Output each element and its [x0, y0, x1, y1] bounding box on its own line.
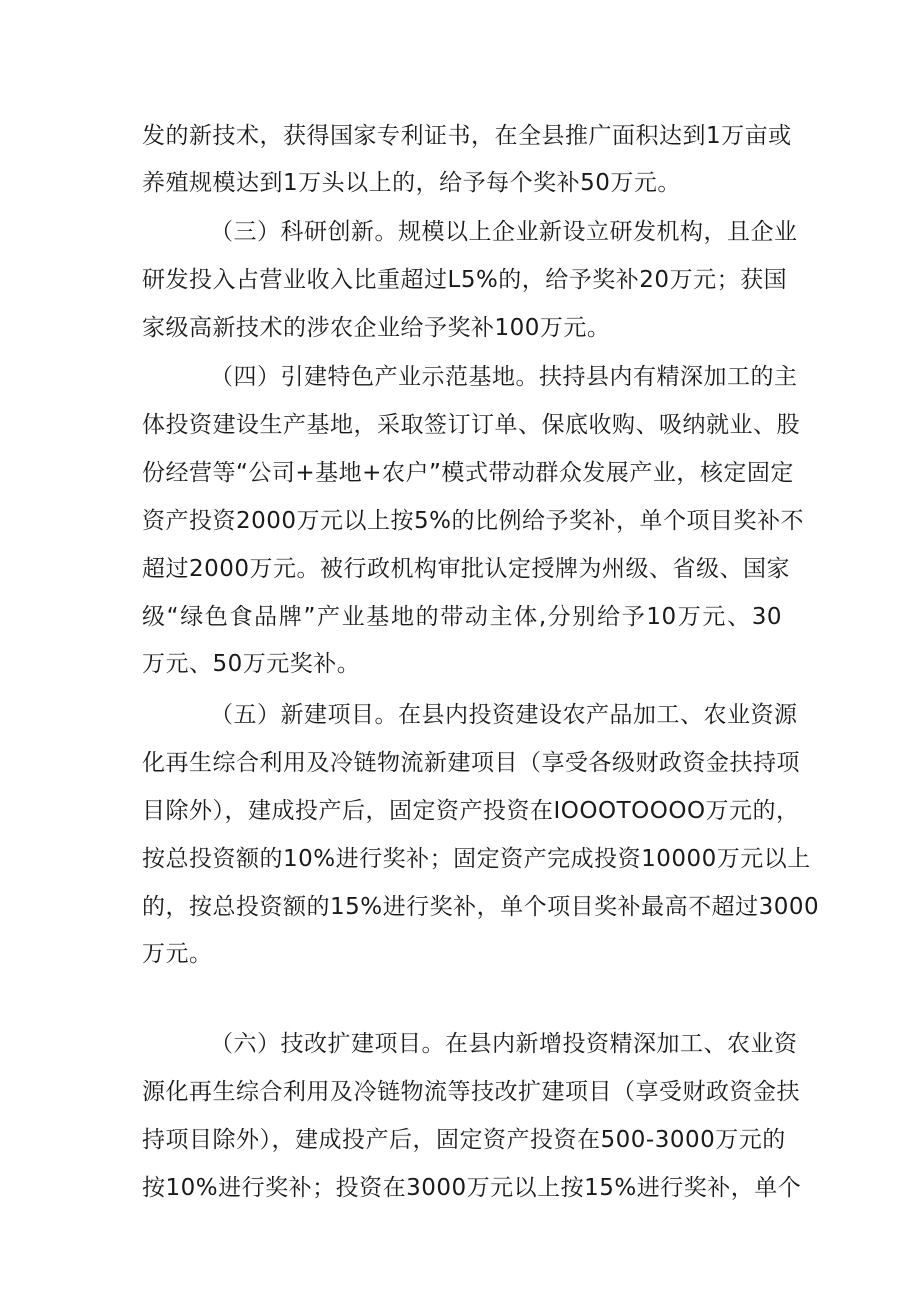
paragraph-line: 家级高新技术的涉农企业给予奖补100万元。: [142, 315, 611, 341]
paragraph-line: 化再生综合利用及冷链物流新建项目（享受各级财政资金扶持项: [142, 750, 800, 776]
paragraph-line: 发的新技术，获得国家专利证书，在全县推广面积达到1万亩或: [142, 123, 792, 149]
paragraph-line: 按总投资额的10%进行奖补；固定资产完成投资10000万元以上: [142, 846, 811, 872]
paragraph-line: 按10%进行奖补；投资在3000万元以上按15%进行奖补，单个: [142, 1175, 802, 1201]
section-heading-line: （四）引建特色产业示范基地。扶持县内有精深加工的主: [210, 364, 798, 390]
paragraph-line: 资产投资2000万元以上按5%的比例给予奖补，单个项目奖补不: [142, 508, 805, 534]
paragraph-line: 养殖规模达到1万头以上的，给予每个奖补50万元。: [142, 170, 681, 196]
paragraph-line: 份经营等“公司+基地+农户”模式带动群众发展产业，核定固定: [142, 460, 794, 486]
paragraph-line: 体投资建设生产基地，采取签订订单、保底收购、吸纳就业、股: [142, 412, 800, 438]
section-heading-line: （五）新建项目。在县内投资建设农产品加工、农业资源: [210, 702, 798, 728]
paragraph-line: 研发投入占营业收入比重超过L5%的，给予奖补20万元；获国: [142, 267, 788, 293]
paragraph-line: 级“绿色食品牌”产业基地的带动主体,分别给予10万元、30: [142, 604, 782, 630]
paragraph-line: 持项目除外），建成投产后，固定资产投资在500-3000万元的: [142, 1127, 786, 1153]
paragraph-line: 目除外），建成投产后，固定资产投资在IOOOTOOOO万元的，: [142, 798, 800, 824]
paragraph-line: 源化再生综合利用及冷链物流等技改扩建项目（享受财政资金扶: [142, 1079, 800, 1105]
paragraph-line: 万元。: [142, 941, 213, 967]
section-heading-line: （六）技改扩建项目。在县内新增投资精深加工、农业资: [210, 1031, 798, 1057]
paragraph-line: 超过2000万元。被行政机构审批认定授牌为州级、省级、国家: [142, 556, 791, 582]
paragraph-line: 的，按总投资额的15%进行奖补，单个项目奖补最高不超过3000: [142, 894, 820, 920]
section-heading-line: （三）科研创新。规模以上企业新设立研发机构，且企业: [210, 219, 798, 245]
paragraph-line: 万元、50万元奖补。: [142, 651, 361, 677]
